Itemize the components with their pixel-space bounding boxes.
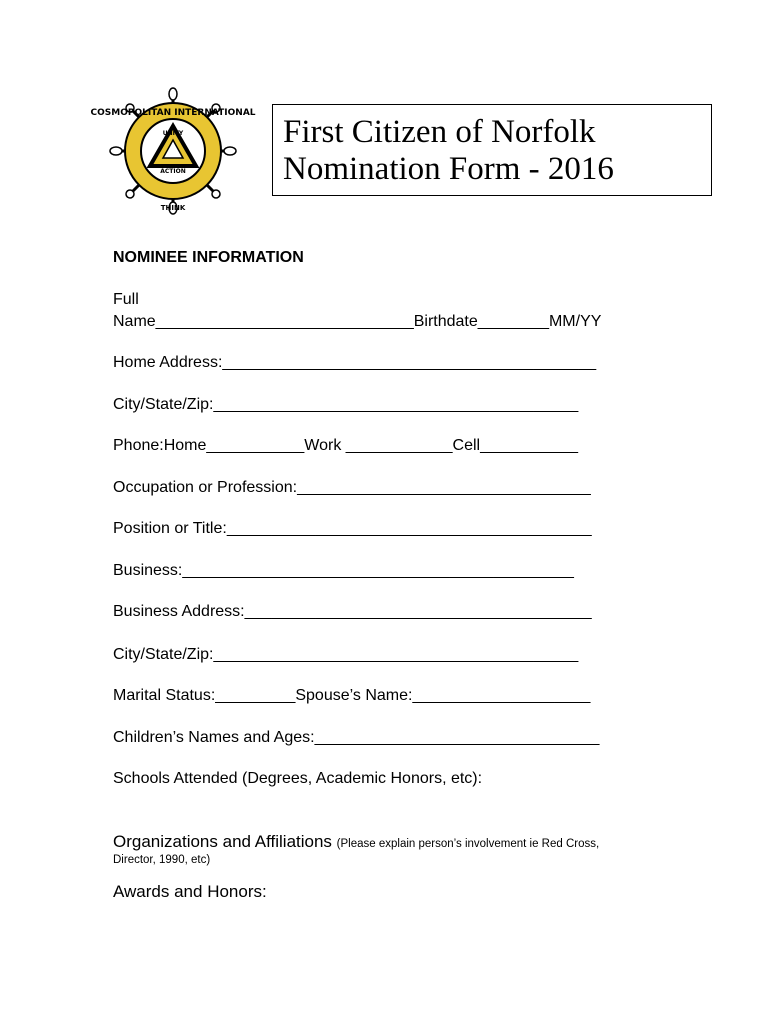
position-title-field[interactable]: Position or Title:_________________________________________ bbox=[113, 520, 592, 537]
business-field[interactable]: Business:____________________________________________ bbox=[113, 562, 574, 579]
marital-spouse-field[interactable]: Marital Status:_________Spouse’s Name:____________________ bbox=[113, 687, 591, 704]
title-box bbox=[272, 104, 712, 196]
logo-ring-text: COSMOPOLITAN INTERNATIONAL bbox=[90, 108, 256, 118]
city-state-zip-field-2[interactable]: City/State/Zip:_________________________________________ bbox=[113, 646, 579, 663]
logo-inner-text-top: UNITY bbox=[162, 130, 184, 137]
organizations-note-1: (Please explain person’s involvement ie Red Cross, bbox=[336, 838, 600, 850]
phone-field[interactable]: Phone:Home___________Work ____________Cell___________ bbox=[113, 437, 578, 454]
logo-inner-text-bottom: ACTION bbox=[160, 168, 186, 175]
page-title-line-1: First Citizen of Norfolk bbox=[283, 114, 596, 150]
schools-attended-label: Schools Attended (Degrees, Academic Honors, etc): bbox=[113, 770, 483, 787]
home-address-field[interactable]: Home Address:__________________________________________ bbox=[113, 354, 597, 371]
occupation-field[interactable]: Occupation or Profession:_________________________________ bbox=[113, 479, 591, 496]
logo-motto: THINK bbox=[160, 204, 186, 212]
children-names-field[interactable]: Children’s Names and Ages:________________________________ bbox=[113, 729, 600, 746]
full-name-birthdate-field[interactable]: Name_____________________________Birthdate________MM/YY bbox=[113, 313, 602, 330]
awards-honors-label: Awards and Honors: bbox=[113, 882, 267, 901]
section-heading-nominee-information: NOMINEE INFORMATION bbox=[113, 249, 304, 266]
organizations-note-2: Director, 1990, etc) bbox=[113, 854, 211, 866]
page-title-line-2: Nomination Form - 2016 bbox=[283, 151, 614, 187]
organizations-label: Organizations and Affiliations bbox=[113, 832, 332, 851]
city-state-zip-field-1[interactable]: City/State/Zip:_________________________________________ bbox=[113, 396, 579, 413]
full-name-label-line-1: Full bbox=[113, 291, 139, 308]
business-address-field[interactable]: Business Address:_______________________________________ bbox=[113, 603, 592, 620]
cosmopolitan-international-logo bbox=[90, 88, 256, 214]
